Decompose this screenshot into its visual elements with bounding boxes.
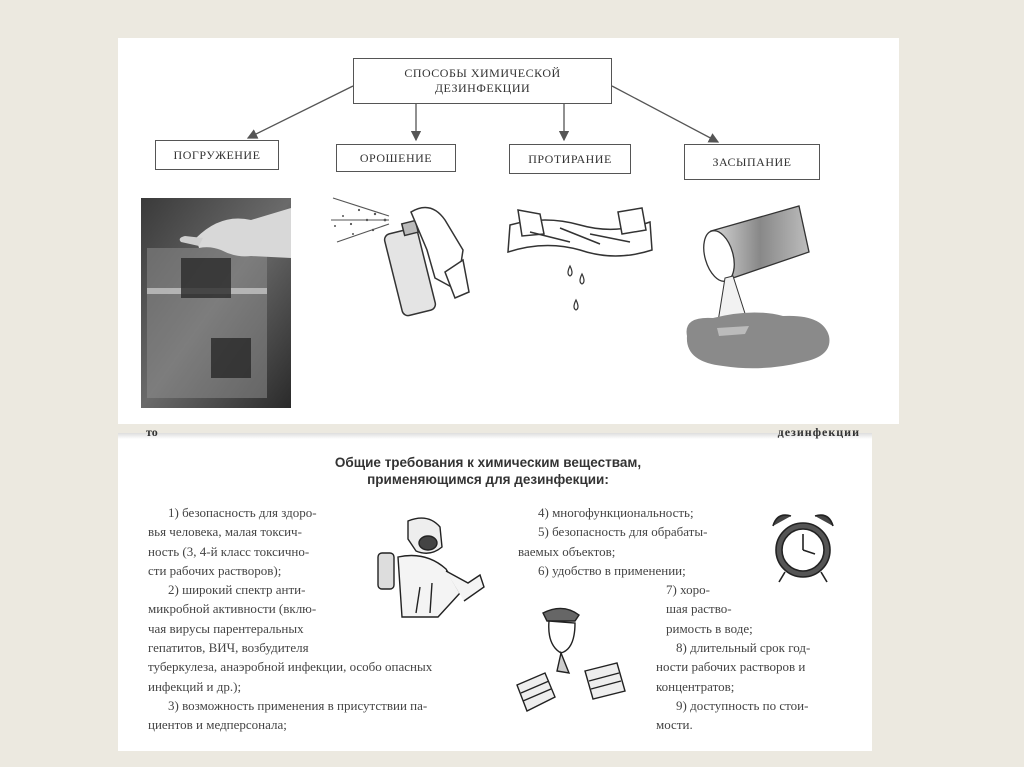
list-item: чая вирусы парентеральных [148,620,304,636]
wringing-cloth-icon [500,200,660,320]
requirements-title: Общие требования к химическим веществам, применяющимся для дезинфекции: [334,455,642,487]
list-item: 1) безопасность для здоро- [168,505,317,520]
list-item: микробной активности (вклю- [148,601,317,617]
list-item: шая раство- [666,601,732,617]
method-box-sprinkling: ЗАСЫПАНИЕ [684,144,820,180]
list-item: гепатитов, ВИЧ, возбудителя [148,640,309,656]
page-header-right: дезинфекции [777,425,860,439]
protective-suit-person-icon [368,513,488,623]
list-item: циентов и медперсонала; [148,717,287,733]
page-header-left: то [146,425,158,439]
method-box-immersion: ПОГРУЖЕНИЕ [155,140,279,170]
list-item: концентратов; [656,678,735,694]
list-item: 5) безопасность для обрабаты- [538,524,708,540]
list-item: вья человека, малая токсич- [148,524,302,540]
list-item: ность (3, 4-й класс токсично- [148,543,310,559]
list-item: 9) доступность по стои- [676,697,809,713]
alarm-clock-icon [763,508,843,588]
list-item: сти рабочих растворов); [148,562,282,578]
list-item: 8) длительный срок год- [676,640,811,656]
list-item: 7) хоро- [666,582,710,598]
list-item: инфекций и др.); [148,678,242,694]
list-item: ваемых объектов; [518,543,616,559]
method-box-irrigation: ОРОШЕНИЕ [336,144,456,172]
arrow-to-immersion [248,86,353,138]
root-method-box: СПОСОБЫ ХИМИЧЕСКОЙ ДЕЗИНФЕКЦИИ [353,58,612,104]
gloved-hand-container-photo [141,198,291,408]
disinfection-methods-diagram [118,38,899,424]
person-with-books-icon [513,601,643,731]
list-item: 6) удобство в применении; [538,562,686,578]
list-item: туберкулеза, анаэробной инфекции, особо опасных [148,659,433,675]
list-item: ности рабочих растворов и [656,659,806,675]
requirements-panel [118,425,872,751]
spray-can-icon [323,190,473,340]
list-item: 2) широкий спектр анти- [168,582,306,598]
scan-edge [118,433,872,439]
arrow-to-sprinkling [612,86,718,142]
list-item: римость в воде; [666,620,753,636]
list-item: мости. [656,717,693,733]
list-item: 3) возможность применения в присутствии па- [168,697,428,713]
list-item: 4) многофункциональность; [538,505,694,520]
pouring-cup-icon [673,196,833,376]
method-box-wiping: ПРОТИРАНИЕ [509,144,631,174]
